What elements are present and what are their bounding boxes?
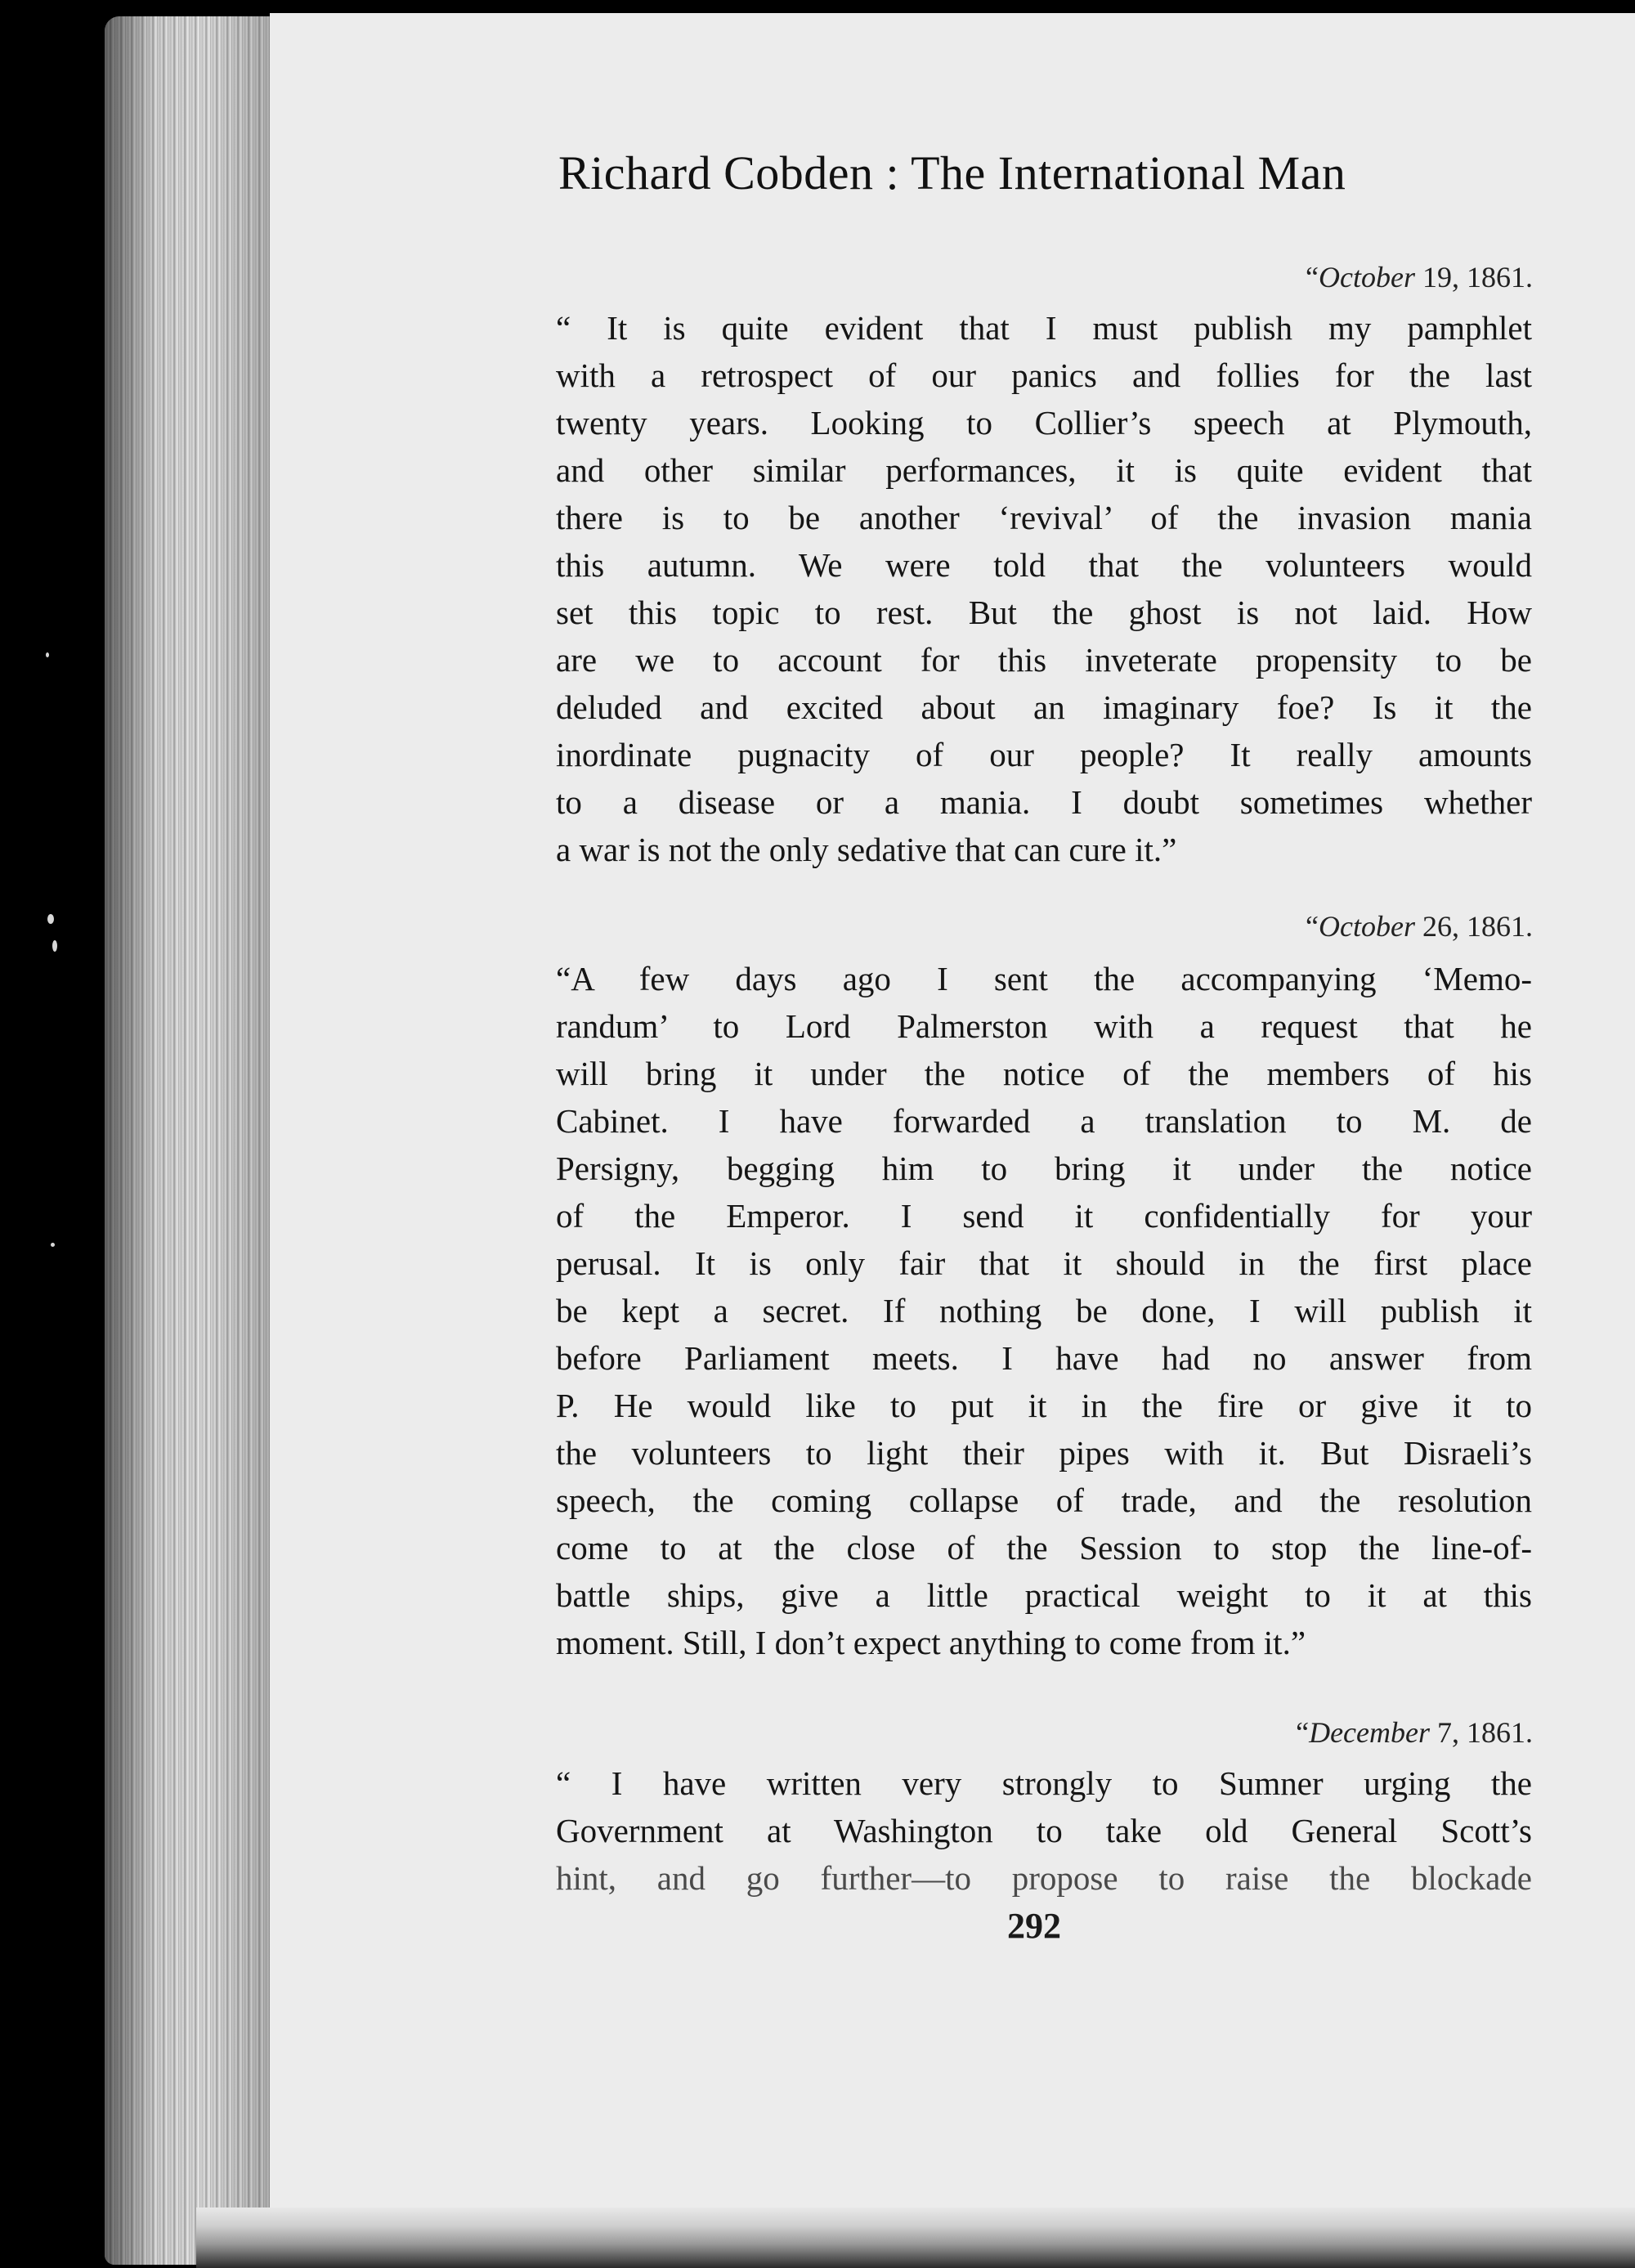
text-line: Cabinet. I have forwarded a translation to M. de xyxy=(556,1102,1532,1140)
text-line: the volunteers to light their pipes with it. But Disraeli’s xyxy=(556,1434,1532,1472)
text-line: before Parliament meets. I have had no answer from xyxy=(556,1339,1532,1377)
date-month: December xyxy=(1309,1716,1430,1749)
date-day-year: 19, 1861. xyxy=(1422,261,1533,294)
text-line: this autumn. We were told that the volunteers would xyxy=(556,546,1532,584)
text-line: come to at the close of the Session to stop the line-of- xyxy=(556,1529,1532,1567)
speck xyxy=(46,652,49,657)
letter-paragraph xyxy=(556,1759,1532,1902)
speck xyxy=(47,914,54,924)
text-line: Government at Washington to take old General Scott’s xyxy=(556,1812,1532,1849)
text-line: with a retrospect of our panics and follies for the last xyxy=(556,356,1532,394)
letter-date: “October 26, 1861. xyxy=(1306,910,1533,943)
text-line: “ I have written very strongly to Sumner urging the xyxy=(556,1764,1532,1802)
text-line: will bring it under the notice of the members of his xyxy=(556,1055,1532,1092)
text-line: of the Emperor. I send it confidentially for your xyxy=(556,1197,1532,1235)
page-bottom-edge xyxy=(196,2207,1635,2268)
text-line: inordinate pugnacity of our people? It really amounts xyxy=(556,736,1532,773)
text-line: “A few days ago I sent the accompanying ‘Memo- xyxy=(556,960,1532,997)
text-line: randum’ to Lord Palmerston with a request that he xyxy=(556,1007,1532,1045)
text-line: perusal. It is only fair that it should in the first place xyxy=(556,1244,1532,1282)
page-number: 292 xyxy=(1007,1906,1061,1946)
date-day-year: 26, 1861. xyxy=(1422,910,1533,943)
text-line: hint, and go further—to propose to raise the blockade xyxy=(556,1859,1532,1897)
running-title: Richard Cobden : The International Man xyxy=(558,146,1346,199)
text-line: “ It is quite evident that I must publish my pamphlet xyxy=(556,309,1532,347)
text-line: to a disease or a mania. I doubt sometimes whether xyxy=(556,783,1532,821)
text-line: Persigny, begging him to bring it under the notice xyxy=(556,1150,1532,1187)
text-line: a war is not the only sedative that can cure it.” xyxy=(556,831,1177,868)
text-line: are we to account for this inveterate propensity to be xyxy=(556,641,1532,679)
text-line: set this topic to rest. But the ghost is not laid. How xyxy=(556,594,1532,631)
letter-date: “October 19, 1861. xyxy=(1306,261,1533,294)
text-line: speech, the coming collapse of trade, and the resolution xyxy=(556,1481,1532,1519)
book-page-edges xyxy=(105,16,272,2265)
text-line: be kept a secret. If nothing be done, I will publish it xyxy=(556,1292,1532,1329)
text-line: P. He would like to put it in the fire or give it to xyxy=(556,1387,1532,1424)
letter-date: “December 7, 1861. xyxy=(1296,1716,1533,1749)
date-day-year: 7, 1861. xyxy=(1437,1716,1533,1749)
text-line: and other similar performances, it is quite evident that xyxy=(556,451,1532,489)
speck xyxy=(51,1243,55,1247)
text-line: moment. Still, I don’t expect anything to come from it.” xyxy=(556,1624,1306,1661)
text-line: twenty years. Looking to Collier’s speech at Plymouth, xyxy=(556,404,1532,441)
letter-paragraph xyxy=(556,955,1532,1666)
date-month: October xyxy=(1319,261,1415,294)
text-line: deluded and excited about an imaginary foe? Is it the xyxy=(556,688,1532,726)
letter-paragraph xyxy=(556,304,1532,873)
text-line: battle ships, give a little practical weight to it at this xyxy=(556,1576,1532,1614)
text-line: there is to be another ‘revival’ of the invasion mania xyxy=(556,499,1532,536)
date-month: October xyxy=(1319,910,1415,943)
speck xyxy=(52,940,57,952)
